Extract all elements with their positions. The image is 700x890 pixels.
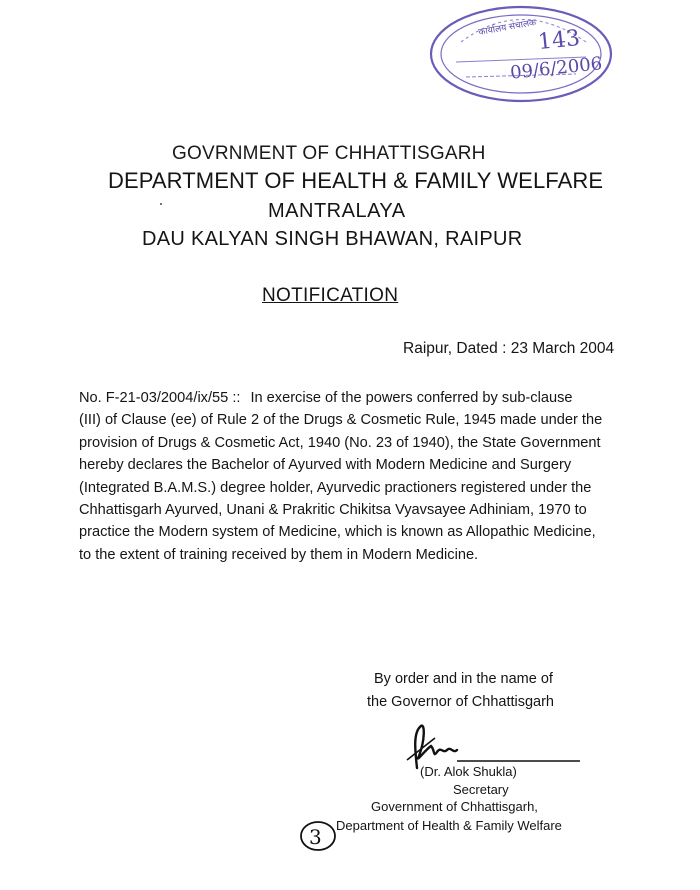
reference-number: No. F-21-03/2004/ix/55 :: xyxy=(79,390,241,406)
circled-margin-note xyxy=(298,819,338,853)
signatory-government: Government of Chhattisgarh, xyxy=(371,799,538,814)
speck xyxy=(160,203,162,205)
body-line-2: (III) of Clause (ee) of Rule 2 of the Drugs & Cosmetic Rule, 1945 made under the xyxy=(79,412,603,429)
body-line-6: Chhattisgarh Ayurved, Unani & Prakritic Chikitsa Vyavsayee Adhiniam, 1970 to xyxy=(79,502,587,519)
signatory-department: Department of Health & Family Welfare xyxy=(336,818,562,833)
signatory-name: (Dr. Alok Shukla) xyxy=(420,764,517,779)
body-text: In exercise of the powers conferred by sub-clause xyxy=(250,390,573,406)
stamp-date: 09/6/2006 xyxy=(509,53,604,84)
government-heading: GOVRNMENT OF CHHATTISGARH xyxy=(172,143,486,164)
stamp-header-text: कार्यालय संचालक xyxy=(477,18,537,38)
margin-note-text: 3 xyxy=(309,825,322,849)
order-line-2: the Governor of Chhattisgarh xyxy=(367,694,554,710)
stamp-number: 143 xyxy=(536,25,582,56)
address-heading: DAU KALYAN SINGH BHAWAN, RAIPUR xyxy=(142,228,523,250)
mantralaya-heading: MANTRALAYA xyxy=(268,200,406,222)
body-line-1 xyxy=(79,387,639,409)
body-line-4: hereby declares the Bachelor of Ayurved with Modern Medicine and Surgery xyxy=(79,457,572,474)
order-line-1: By order and in the name of xyxy=(374,671,553,687)
department-heading: DEPARTMENT OF HEALTH & FAMILY WELFARE xyxy=(108,168,604,193)
dated-line: Raipur, Dated : 23 March 2004 xyxy=(403,340,615,357)
body-line-7: practice the Modern system of Medicine, which is known as Allopathic Medicine, xyxy=(79,524,596,541)
body-line-5: (Integrated B.A.M.S.) degree holder, Ayurvedic practioners registered under the xyxy=(79,479,592,496)
signatory-designation: Secretary xyxy=(453,782,509,797)
notification-body xyxy=(79,387,639,566)
body-line-8: to the extent of training received by them in Modern Medicine. xyxy=(79,546,479,563)
body-line-3: provision of Drugs & Cosmetic Act, 1940 (No. 23 of 1940), the State Government xyxy=(79,434,601,451)
notification-title: NOTIFICATION xyxy=(262,285,399,306)
